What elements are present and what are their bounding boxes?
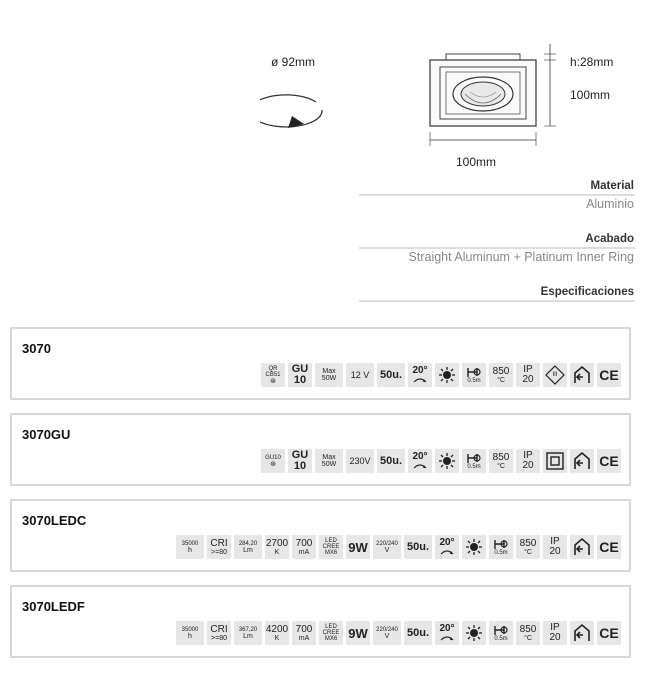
product-code: 3070GU <box>22 427 71 442</box>
spec-label-finish: Acabado <box>585 233 634 245</box>
led-chip-icon: LED CREE MX6 <box>319 621 343 645</box>
light-source-icon <box>435 449 459 473</box>
indoor-icon <box>570 621 594 645</box>
gu10-icon: GU 10 <box>288 363 312 387</box>
feature-icons <box>176 535 621 559</box>
voltage-icon: 220/240 V <box>373 535 401 559</box>
tilt-angle-icon: 20° <box>435 621 459 645</box>
tilt-angle-icon: 20° <box>408 449 432 473</box>
qr-lamp-icon: QR CB51 ⊛ <box>261 363 285 387</box>
distance-icon: 0.5m <box>462 363 486 387</box>
divider <box>359 194 635 196</box>
color-temp-icon: 2700 K <box>265 535 289 559</box>
product-card <box>10 585 631 658</box>
light-source-icon <box>462 621 486 645</box>
product-card <box>10 499 631 572</box>
feature-icons <box>176 621 621 645</box>
lumen-icon: 367,20 Lm <box>234 621 262 645</box>
distance-icon: 0.5m <box>462 449 486 473</box>
units-icon: 50u. <box>377 449 405 473</box>
indoor-icon <box>570 363 594 387</box>
side-label: 100mm <box>570 88 611 102</box>
voltage-icon: 12 V <box>346 363 374 387</box>
product-code: 3070 <box>22 341 51 356</box>
light-source-icon <box>462 535 486 559</box>
tilt-angle-icon: 20° <box>435 535 459 559</box>
temperature-icon: 850 °C <box>516 535 540 559</box>
divider <box>359 300 635 302</box>
units-icon: 50u. <box>404 621 432 645</box>
led-chip-icon: LED CREE MX6 <box>319 535 343 559</box>
cri-icon: CRI >=80 <box>207 535 231 559</box>
width-label: 100mm <box>456 155 497 169</box>
temperature-icon: 850 °C <box>489 449 513 473</box>
ip-rating-icon: IP 20 <box>543 621 567 645</box>
feature-icons <box>261 449 621 473</box>
voltage-icon: 230V <box>346 449 374 473</box>
ce-mark-icon: CE <box>597 363 621 387</box>
power-icon: 9W <box>346 621 370 645</box>
spec-value-finish: Straight Aluminum + Platinum Inner Ring <box>408 250 634 264</box>
product-card <box>10 327 631 400</box>
spec-value-material: Aluminio <box>586 197 634 211</box>
units-icon: 50u. <box>377 363 405 387</box>
ip-rating-icon: IP 20 <box>516 363 540 387</box>
spec-label-material: Material <box>590 180 634 192</box>
distance-icon: 0.5m <box>489 621 513 645</box>
lumen-icon: 284,20 Lm <box>234 535 262 559</box>
gu10-icon: GU 10 <box>288 449 312 473</box>
temperature-icon: 850 °C <box>516 621 540 645</box>
units-icon: 50u. <box>404 535 432 559</box>
fixture-drawing <box>410 40 580 160</box>
spec-label-specifications: Especificaciones <box>540 286 634 298</box>
class-two-icon <box>543 449 567 473</box>
lifetime-icon: 35000 h <box>176 621 204 645</box>
height-label: h:28mm <box>570 55 614 69</box>
power-icon: 9W <box>346 535 370 559</box>
diameter-label: ø 92mm <box>271 55 316 69</box>
ip-rating-icon: IP 20 <box>516 449 540 473</box>
product-card <box>10 413 631 486</box>
class-three-icon: III <box>543 363 567 387</box>
current-icon: 700 mA <box>292 621 316 645</box>
divider <box>359 247 635 249</box>
cri-icon: CRI >=80 <box>207 621 231 645</box>
max-watt-icon: Max 50W <box>315 449 343 473</box>
color-temp-icon: 4200 K <box>265 621 289 645</box>
gu10-lamp-icon: GU10 ⊛ <box>261 449 285 473</box>
distance-icon: 0.5m <box>489 535 513 559</box>
product-code: 3070LEDC <box>22 513 87 528</box>
tilt-angle-icon: 20° <box>408 363 432 387</box>
lifetime-icon: 35000 h <box>176 535 204 559</box>
product-code: 3070LEDF <box>22 599 85 614</box>
max-watt-icon: Max 50W <box>315 363 343 387</box>
ce-mark-icon: CE <box>597 449 621 473</box>
light-source-icon <box>435 363 459 387</box>
indoor-icon <box>570 535 594 559</box>
indoor-icon <box>570 449 594 473</box>
ce-mark-icon: CE <box>597 621 621 645</box>
ce-mark-icon: CE <box>597 535 621 559</box>
temperature-icon: 850 °C <box>489 363 513 387</box>
cutout-drawing <box>260 92 350 132</box>
current-icon: 700 mA <box>292 535 316 559</box>
feature-icons <box>261 363 621 387</box>
ip-rating-icon: IP 20 <box>543 535 567 559</box>
voltage-icon: 220/240 V <box>373 621 401 645</box>
